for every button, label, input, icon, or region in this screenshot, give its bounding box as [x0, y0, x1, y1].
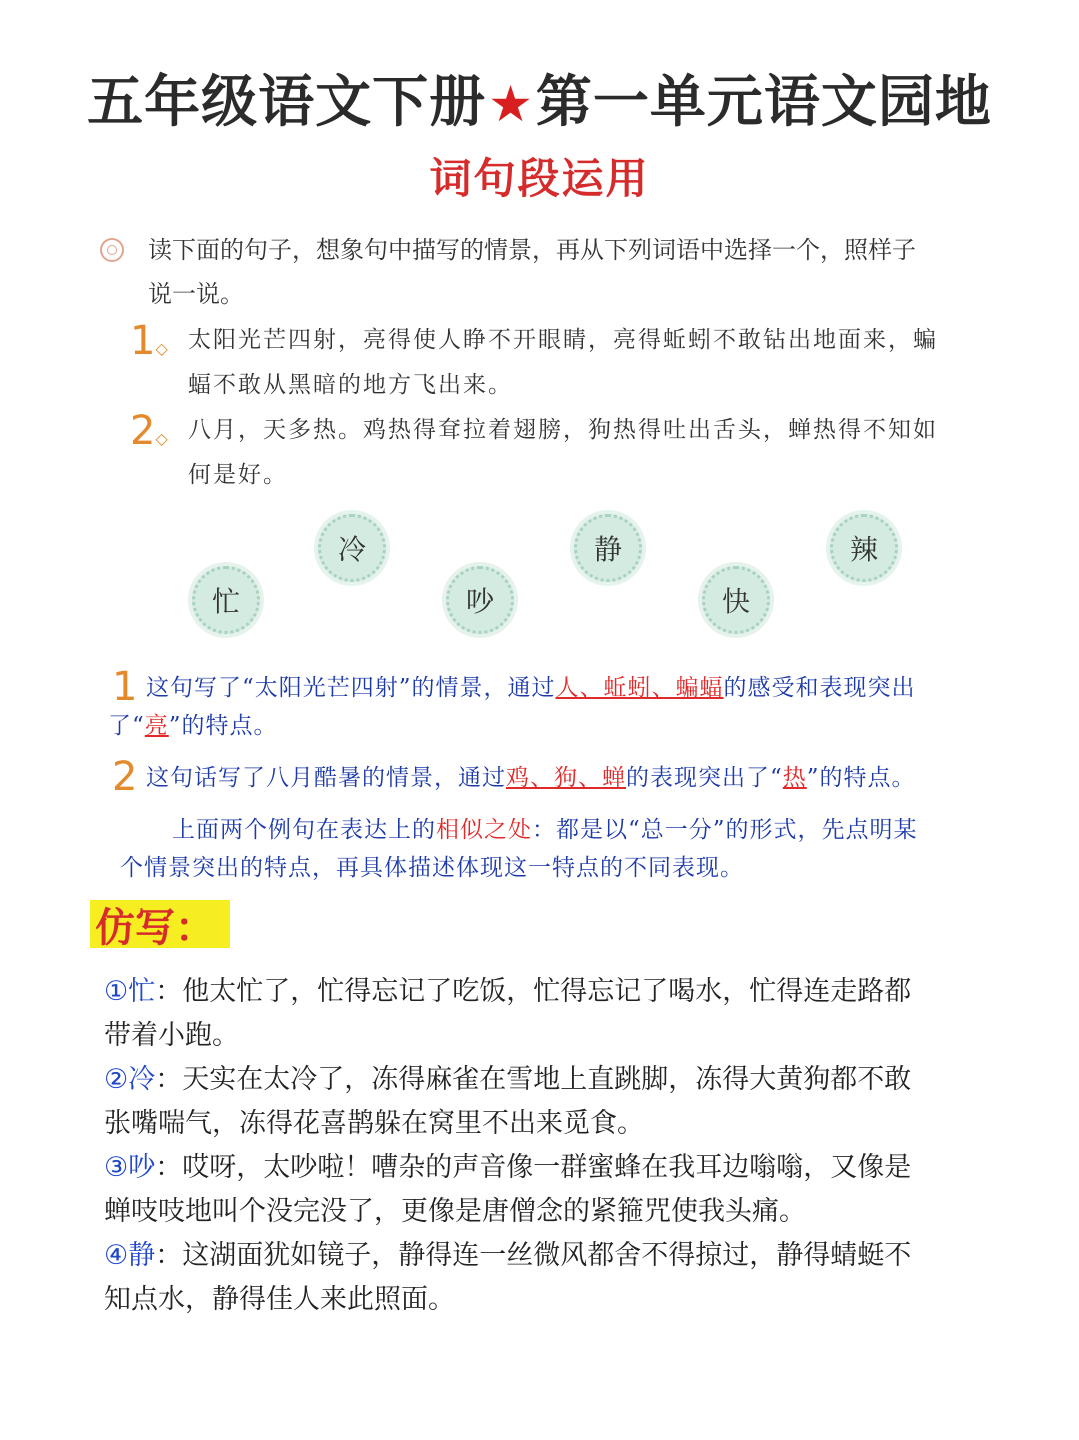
title-left: 五年级语文下册 — [87, 70, 487, 135]
summary-pre: 上面两个例句在表达上的 — [172, 817, 436, 843]
word-circle: 辣 — [830, 514, 898, 582]
answer-2-pre: 这句话写了八月酷暑的情景，通过 — [146, 765, 506, 791]
paragraph-3 — [104, 1146, 984, 1234]
example-1-line-2: 蝠不敢从黑暗的地方飞出来。 — [188, 372, 513, 398]
page-subtitle: 词句段运用 — [429, 154, 650, 203]
example-1-number: 1 — [130, 318, 156, 364]
answer-1-line2-post: ”的特点。 — [168, 713, 278, 739]
imitate-label: 仿写： — [95, 905, 215, 951]
title-right: 第一单元语文园地 — [535, 70, 992, 135]
answer-2-mid: 的表现突出了“ — [626, 765, 783, 791]
paragraph-1 — [104, 970, 984, 1058]
seal-icon — [100, 238, 124, 262]
paragraph-3-line-2: 蝉吱吱地叫个没完没了，更像是唐僧念的紧箍咒使我头痛。 — [104, 1196, 806, 1227]
answer-2-line — [146, 758, 916, 798]
summary-post: ：都是以“总一分”的形式，先点明某 — [532, 817, 918, 843]
question-text — [148, 228, 988, 316]
paragraph-2-lead: ②冷 — [104, 1064, 156, 1095]
paragraph-2 — [104, 1058, 984, 1146]
word-circle: 吵 — [446, 566, 514, 634]
diamond-icon: ◇ — [155, 339, 168, 358]
paragraph-1-line-2: 带着小跑。 — [104, 1020, 239, 1051]
answer-1-pre: 这句写了“太阳光芒四射”的情景，通过 — [146, 675, 556, 701]
summary-line-1 — [172, 810, 918, 850]
example-2-number: 2 — [130, 408, 156, 454]
answer-1-line2-highlight: 亮 — [144, 713, 169, 739]
star-icon: ★ — [488, 75, 534, 133]
word-circle: 静 — [574, 514, 642, 582]
example-1-marker — [130, 318, 168, 364]
paragraph-1-lead: ①忙 — [104, 976, 156, 1007]
word-circle: 冷 — [318, 514, 386, 582]
example-2-text — [188, 408, 988, 498]
paragraph-4 — [104, 1234, 984, 1322]
diamond-icon: ◇ — [155, 429, 168, 448]
summary-highlight: 相似之处 — [436, 817, 532, 843]
answer-2-number: 2 — [112, 754, 138, 800]
paragraph-1-line-1: ：他太忙了，忙得忘记了吃饭，忙得忘记了喝水，忙得连走路都 — [155, 976, 912, 1007]
paragraph-4-line-1: ：这湖面犹如镜子，静得连一丝微风都舍不得掠过，静得蜻蜓不 — [155, 1240, 912, 1271]
word-circle: 快 — [702, 566, 770, 634]
example-1-text — [188, 318, 988, 408]
paragraph-3-lead: ③吵 — [104, 1152, 156, 1183]
paragraph-3-line-1: ：哎呀，太吵啦！嘈杂的声音像一群蜜蜂在我耳边嗡嗡，又像是 — [155, 1152, 912, 1183]
answer-1-line2-pre: 了“ — [108, 713, 145, 739]
paragraph-2-line-1: ：天实在太冷了，冻得麻雀在雪地上直跳脚，冻得大黄狗都不敢 — [155, 1064, 912, 1095]
example-2-line-1: 八月，天多热。鸡热得耷拉着翅膀，狗热得吐出舌头，蝉热得不知如 — [188, 417, 938, 443]
summary-line-2: 个情景突出的特点，再具体描述体现这一特点的不同表现。 — [120, 855, 744, 881]
word-circle: 忙 — [192, 566, 260, 634]
answer-1-highlight: 人、蚯蚓、蝙蝠 — [555, 675, 724, 701]
paragraph-2-line-2: 张嘴喘气，冻得花喜鹊躲在窝里不出来觅食。 — [104, 1108, 644, 1139]
example-2-line-2: 何是好。 — [188, 462, 288, 488]
question-line-1: 读下面的句子，想象句中描写的情景，再从下列词语中选择一个，照样子 — [148, 236, 916, 264]
question-line-2: 说一说。 — [148, 280, 244, 308]
answer-2-highlight-2: 热 — [782, 765, 807, 791]
answer-1-post: 的感受和表现突出 — [723, 675, 916, 701]
answer-2-post: ”的特点。 — [806, 765, 916, 791]
paragraph-4-line-2: 知点水，静得佳人来此照面。 — [104, 1284, 455, 1315]
paragraph-4-lead: ④静 — [104, 1240, 156, 1271]
answer-1-line-2 — [108, 706, 278, 746]
answer-1-line-1 — [146, 668, 916, 708]
example-2-marker — [130, 408, 168, 454]
page-title — [0, 58, 1079, 138]
example-1-line-1: 太阳光芒四射，亮得使人睁不开眼睛，亮得蚯蚓不敢钻出地面来，蝙 — [188, 327, 938, 353]
answer-2-highlight: 鸡、狗、蝉 — [506, 765, 626, 791]
answer-1-number: 1 — [112, 664, 138, 710]
